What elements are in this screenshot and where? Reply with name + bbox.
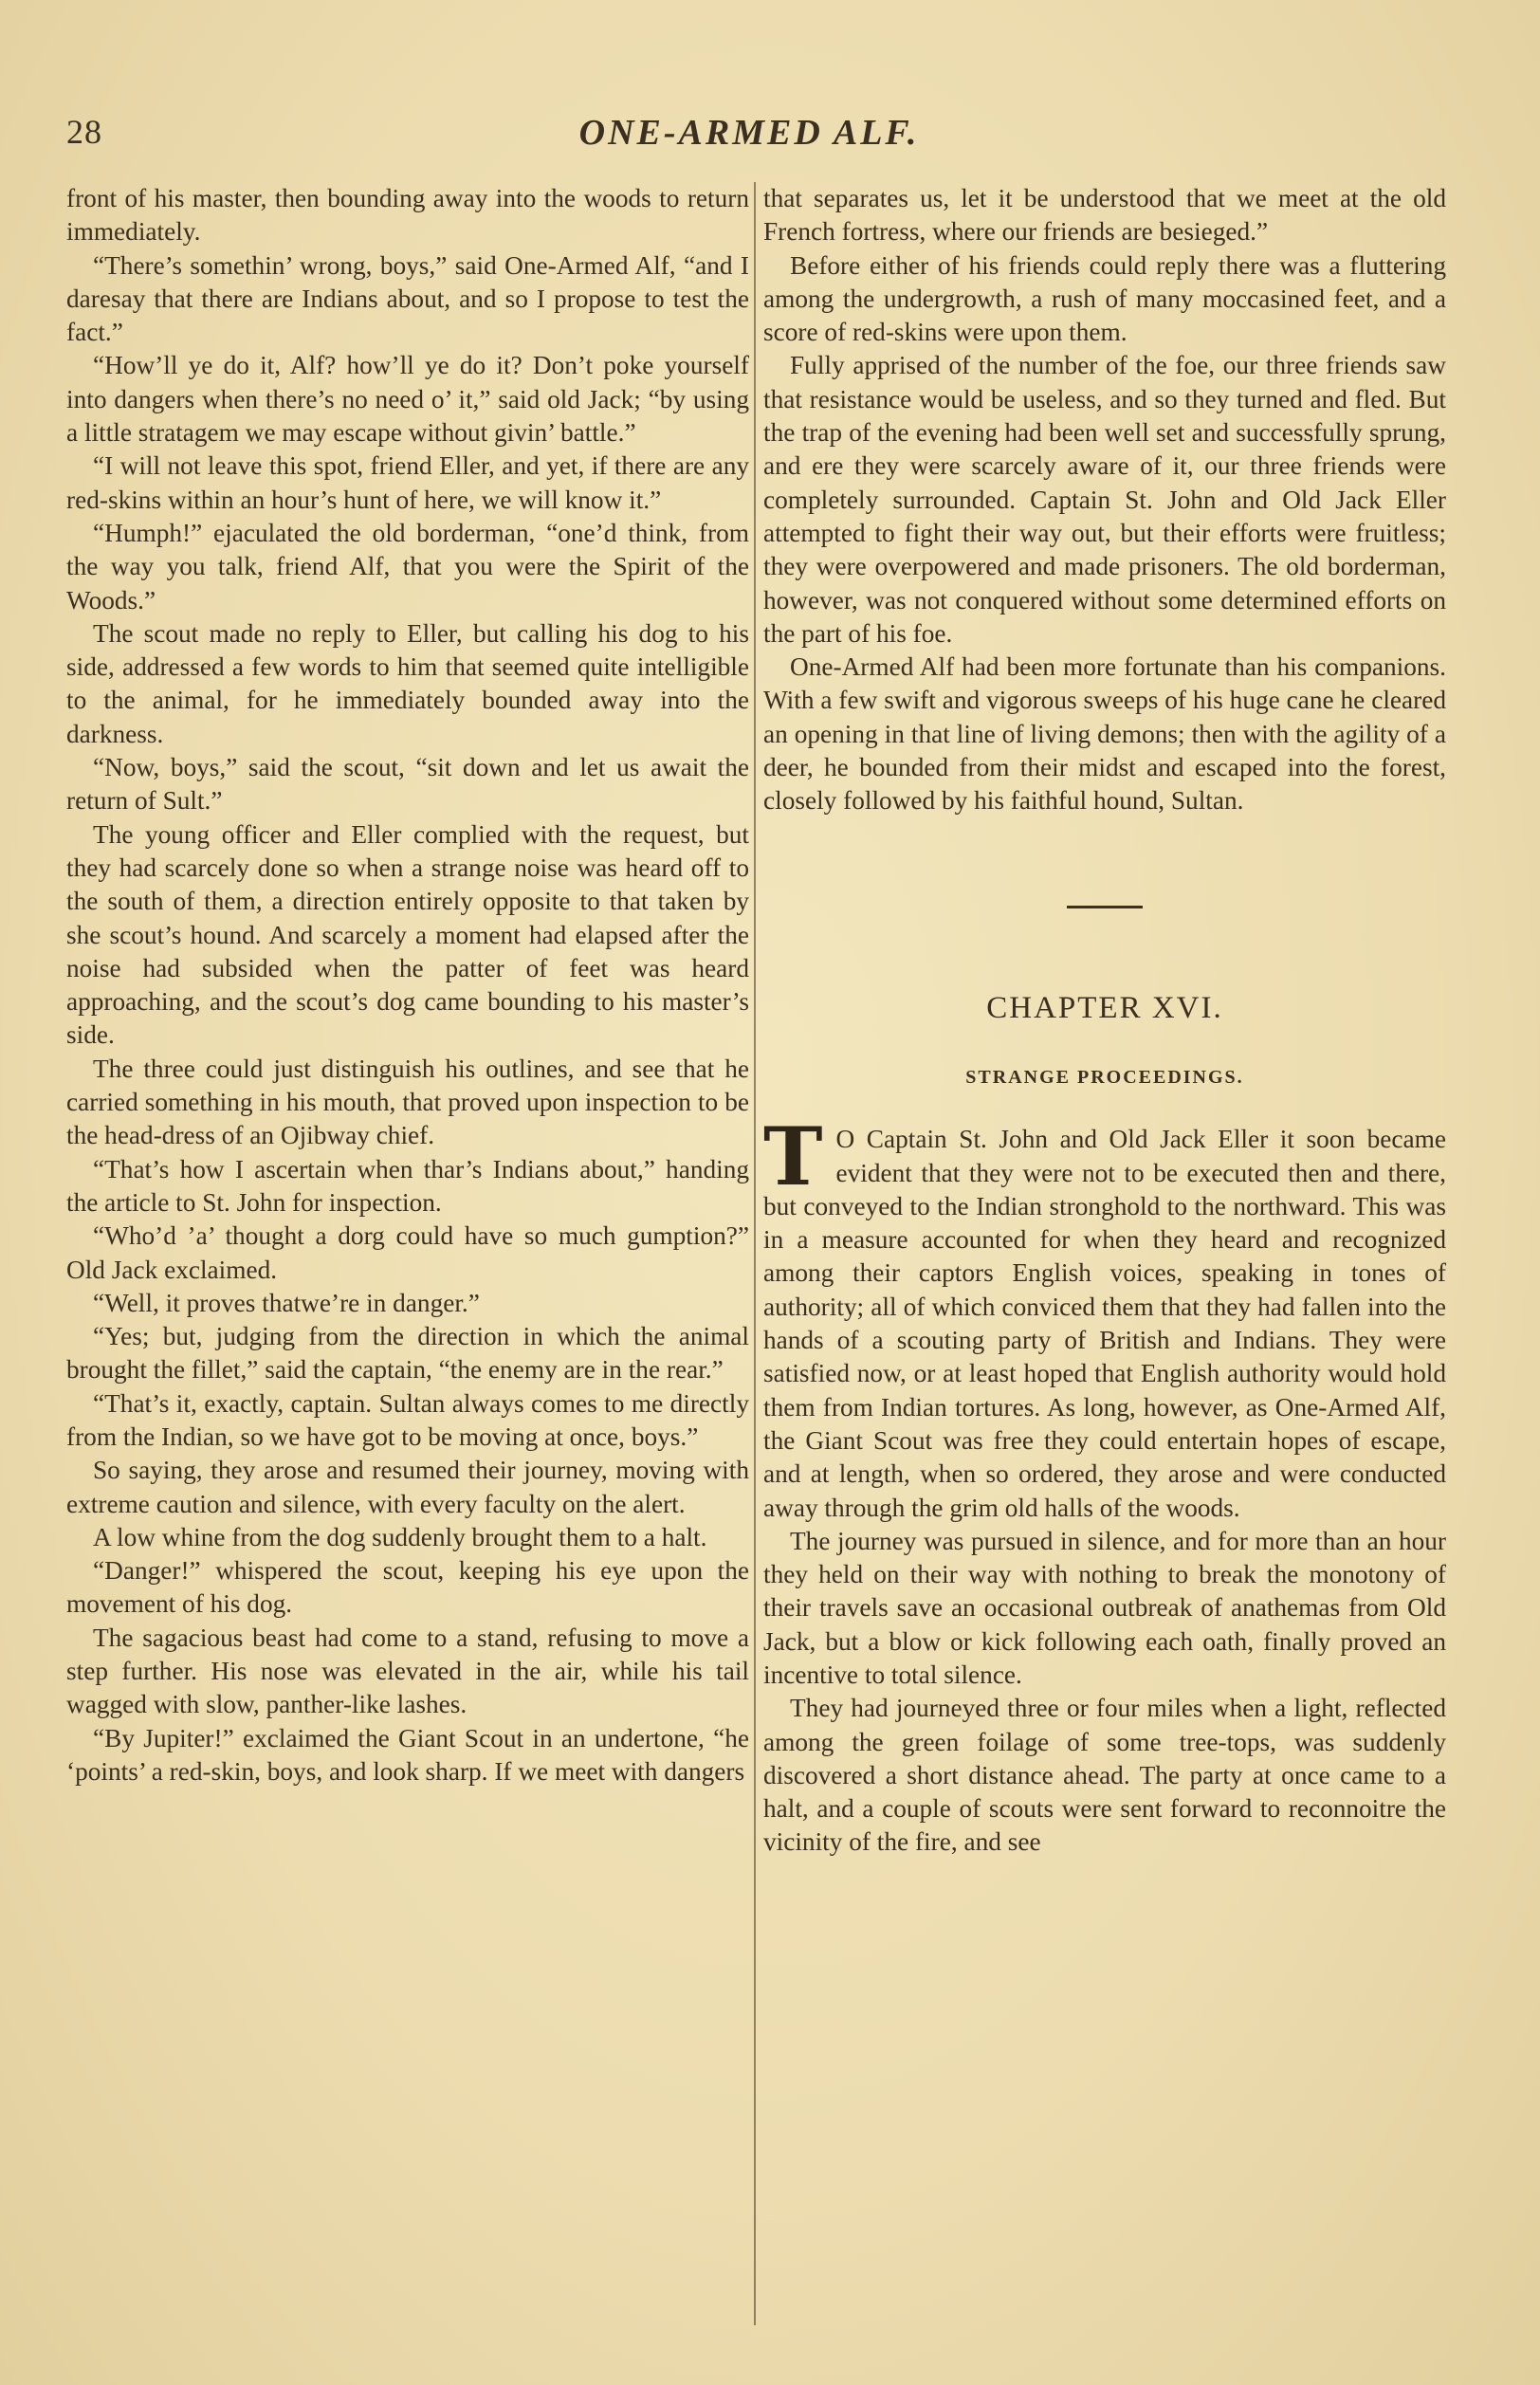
paragraph: “That’s it, exactly, captain. Sultan always comes to me directly from the Indian, so we have got to be moving at once, boys.” <box>66 1388 749 1451</box>
paragraph: The young officer and Eller complied with the request, but they had scarcely done so when a strange noise was heard off to the south of them, a direction entirely opposite to that taken by she scout’s hound. And scarcely a moment had elapsed after the noise had subsided when the patter of feet was heard approaching, and the scout’s dog came bounding to his master’s side. <box>66 819 749 1050</box>
paragraph: front of his master, then bounding away into the woods to return immediately. <box>66 184 749 247</box>
chapter-opening <box>763 1110 1446 1525</box>
page-header <box>66 112 1432 159</box>
opening-text: O Captain St. John and Old Jack Eller it soon became evident that they were not to be executed then and there, but conveyed to the Indian stronghold to the northward. This was in a measure accounted for when they heard and recognized among their captors English voices, speaking in tones of authority; all of which conviced them that they had fallen into the hands of a scouting party of British and Indians. They were satisfied now, or at least hoped that English authority would hold them from Indian tortures. As long, however, as One-Armed Alf, the Giant Scout was free they could entertain hopes of escape, and at length, when so ordered, they arose and were conducted away through the grim old halls of the woods. <box>763 1125 1446 1522</box>
paragraph: The scout made no reply to Eller, but calling his dog to his side, addressed a few words to him that seemed quite intelligible to the animal, for he immediately bounded away into the darkness. <box>66 618 749 748</box>
left-column <box>66 182 749 1789</box>
section-separator <box>1067 906 1143 908</box>
paragraph: A low whine from the dog suddenly brought them to a halt. <box>93 1522 707 1551</box>
paragraph: “Danger!” whispered the scout, keeping his eye upon the movement of his dog. <box>66 1556 749 1619</box>
column-divider <box>754 182 756 2325</box>
chapter-title: CHAPTER XVI. <box>986 990 1223 1025</box>
paragraph: The sagacious beast had come to a stand, refusing to move a step further. His nose was elevated in the air, while his tail wagged with slow, panther-like lashes. <box>66 1623 749 1719</box>
paragraph: One-Armed Alf had been more fortunate than his companions. With a few swift and vigorous sweeps of his huge cane he cleared an opening in that line of living demons; then with the agility of a deer, he bounded from their midst and escaped into the forest, closely followed by his faithful hound, Sultan. <box>763 652 1446 816</box>
paragraph: “Well, it proves thatwe’re in danger.” <box>93 1288 480 1317</box>
paragraph: “I will not leave this spot, friend Eller, and yet, if there are any red-skins within an hour’s hunt of here, we will know it.” <box>66 451 749 514</box>
paragraph: “Humph!” ejaculated the old borderman, “one’d think, from the way you talk, friend Alf, that you were the Spirit of the Woods.” <box>66 518 749 615</box>
paragraph: “Now, boys,” said the scout, “sit down and let us await the return of Sult.” <box>66 753 749 816</box>
paragraph: “Who’d ’a’ thought a dorg could have so much gumption?” Old Jack exclaimed. <box>66 1221 749 1284</box>
paragraph: “By Jupiter!” exclaimed the Giant Scout in an undertone, “he ‘points’ a red-skin, boys, and look sharp. If we meet with dangers <box>66 1723 749 1786</box>
paragraph: Before either of his friends could reply there was a fluttering among the undergrowth, a rush of many moccasined feet, and a score of red-skins were upon them. <box>763 250 1446 347</box>
paragraph: that separates us, let it be understood that we meet at the old French fortress, where our friends are besieged.” <box>763 184 1446 247</box>
paragraph: They had journeyed three or four miles when a light, reflected among the green foilage of some tree-tops, was suddenly discovered a short distance ahead. The party at once came to a halt, and a couple of scouts were sent forward to reconnoitre the vicinity of the fire, and see <box>763 1694 1446 1857</box>
paragraph: “Yes; but, judging from the direction in which the animal brought the fillet,” said the captain, “the enemy are in the rear.” <box>66 1322 749 1385</box>
paragraph: “There’s somethin’ wrong, boys,” said One-Armed Alf, “and I daresay that there are Indians about, and so I propose to test the fact.” <box>66 250 749 347</box>
paragraph: The three could just distinguish his outlines, and see that he carried something in his mouth, that proved upon inspection to be the head-dress of an Ojibway chief. <box>66 1054 749 1150</box>
page-number: 28 <box>66 113 102 151</box>
running-title: ONE-ARMED ALF. <box>578 113 920 153</box>
paragraph: “How’ll ye do it, Alf? how’ll ye do it? Don’t poke yourself into dangers when there’s no need o’ it,” said old Jack; “by using a little stratagem we may escape without givin’ battle.” <box>66 351 749 448</box>
right-column <box>763 182 1446 1860</box>
paragraph: Fully apprised of the number of the foe, our three friends saw that resistance would be useless, and so they turned and fled. But the trap of the evening had been well set and successfully sprung, and ere they were scarcely aware of it, our three friends were completely surrounded. Captain St. John and Old Jack Eller attempted to fight their way out, but their efforts were fruitless; they were overpowered and made prisoners. The old borderman, however, was not conquered without some determined efforts on the part of his foe. <box>763 351 1446 648</box>
chapter-subtitle: STRANGE PROCEEDINGS. <box>965 1066 1244 1088</box>
paragraph: The journey was pursued in silence, and for more than an hour they held on their way with nothing to break the monotony of their travels save an occasional outbreak of anathemas from Old Jack, but a blow or kick following each oath, finally proved an incentive to total silence. <box>763 1526 1446 1689</box>
drop-cap: T <box>763 1110 823 1204</box>
paragraph: So saying, they arose and resumed their journey, moving with extreme caution and silence, with every faculty on the alert. <box>66 1456 749 1518</box>
paragraph: “That’s how I ascertain when thar’s Indians about,” handing the article to St. John for inspection. <box>66 1154 749 1217</box>
